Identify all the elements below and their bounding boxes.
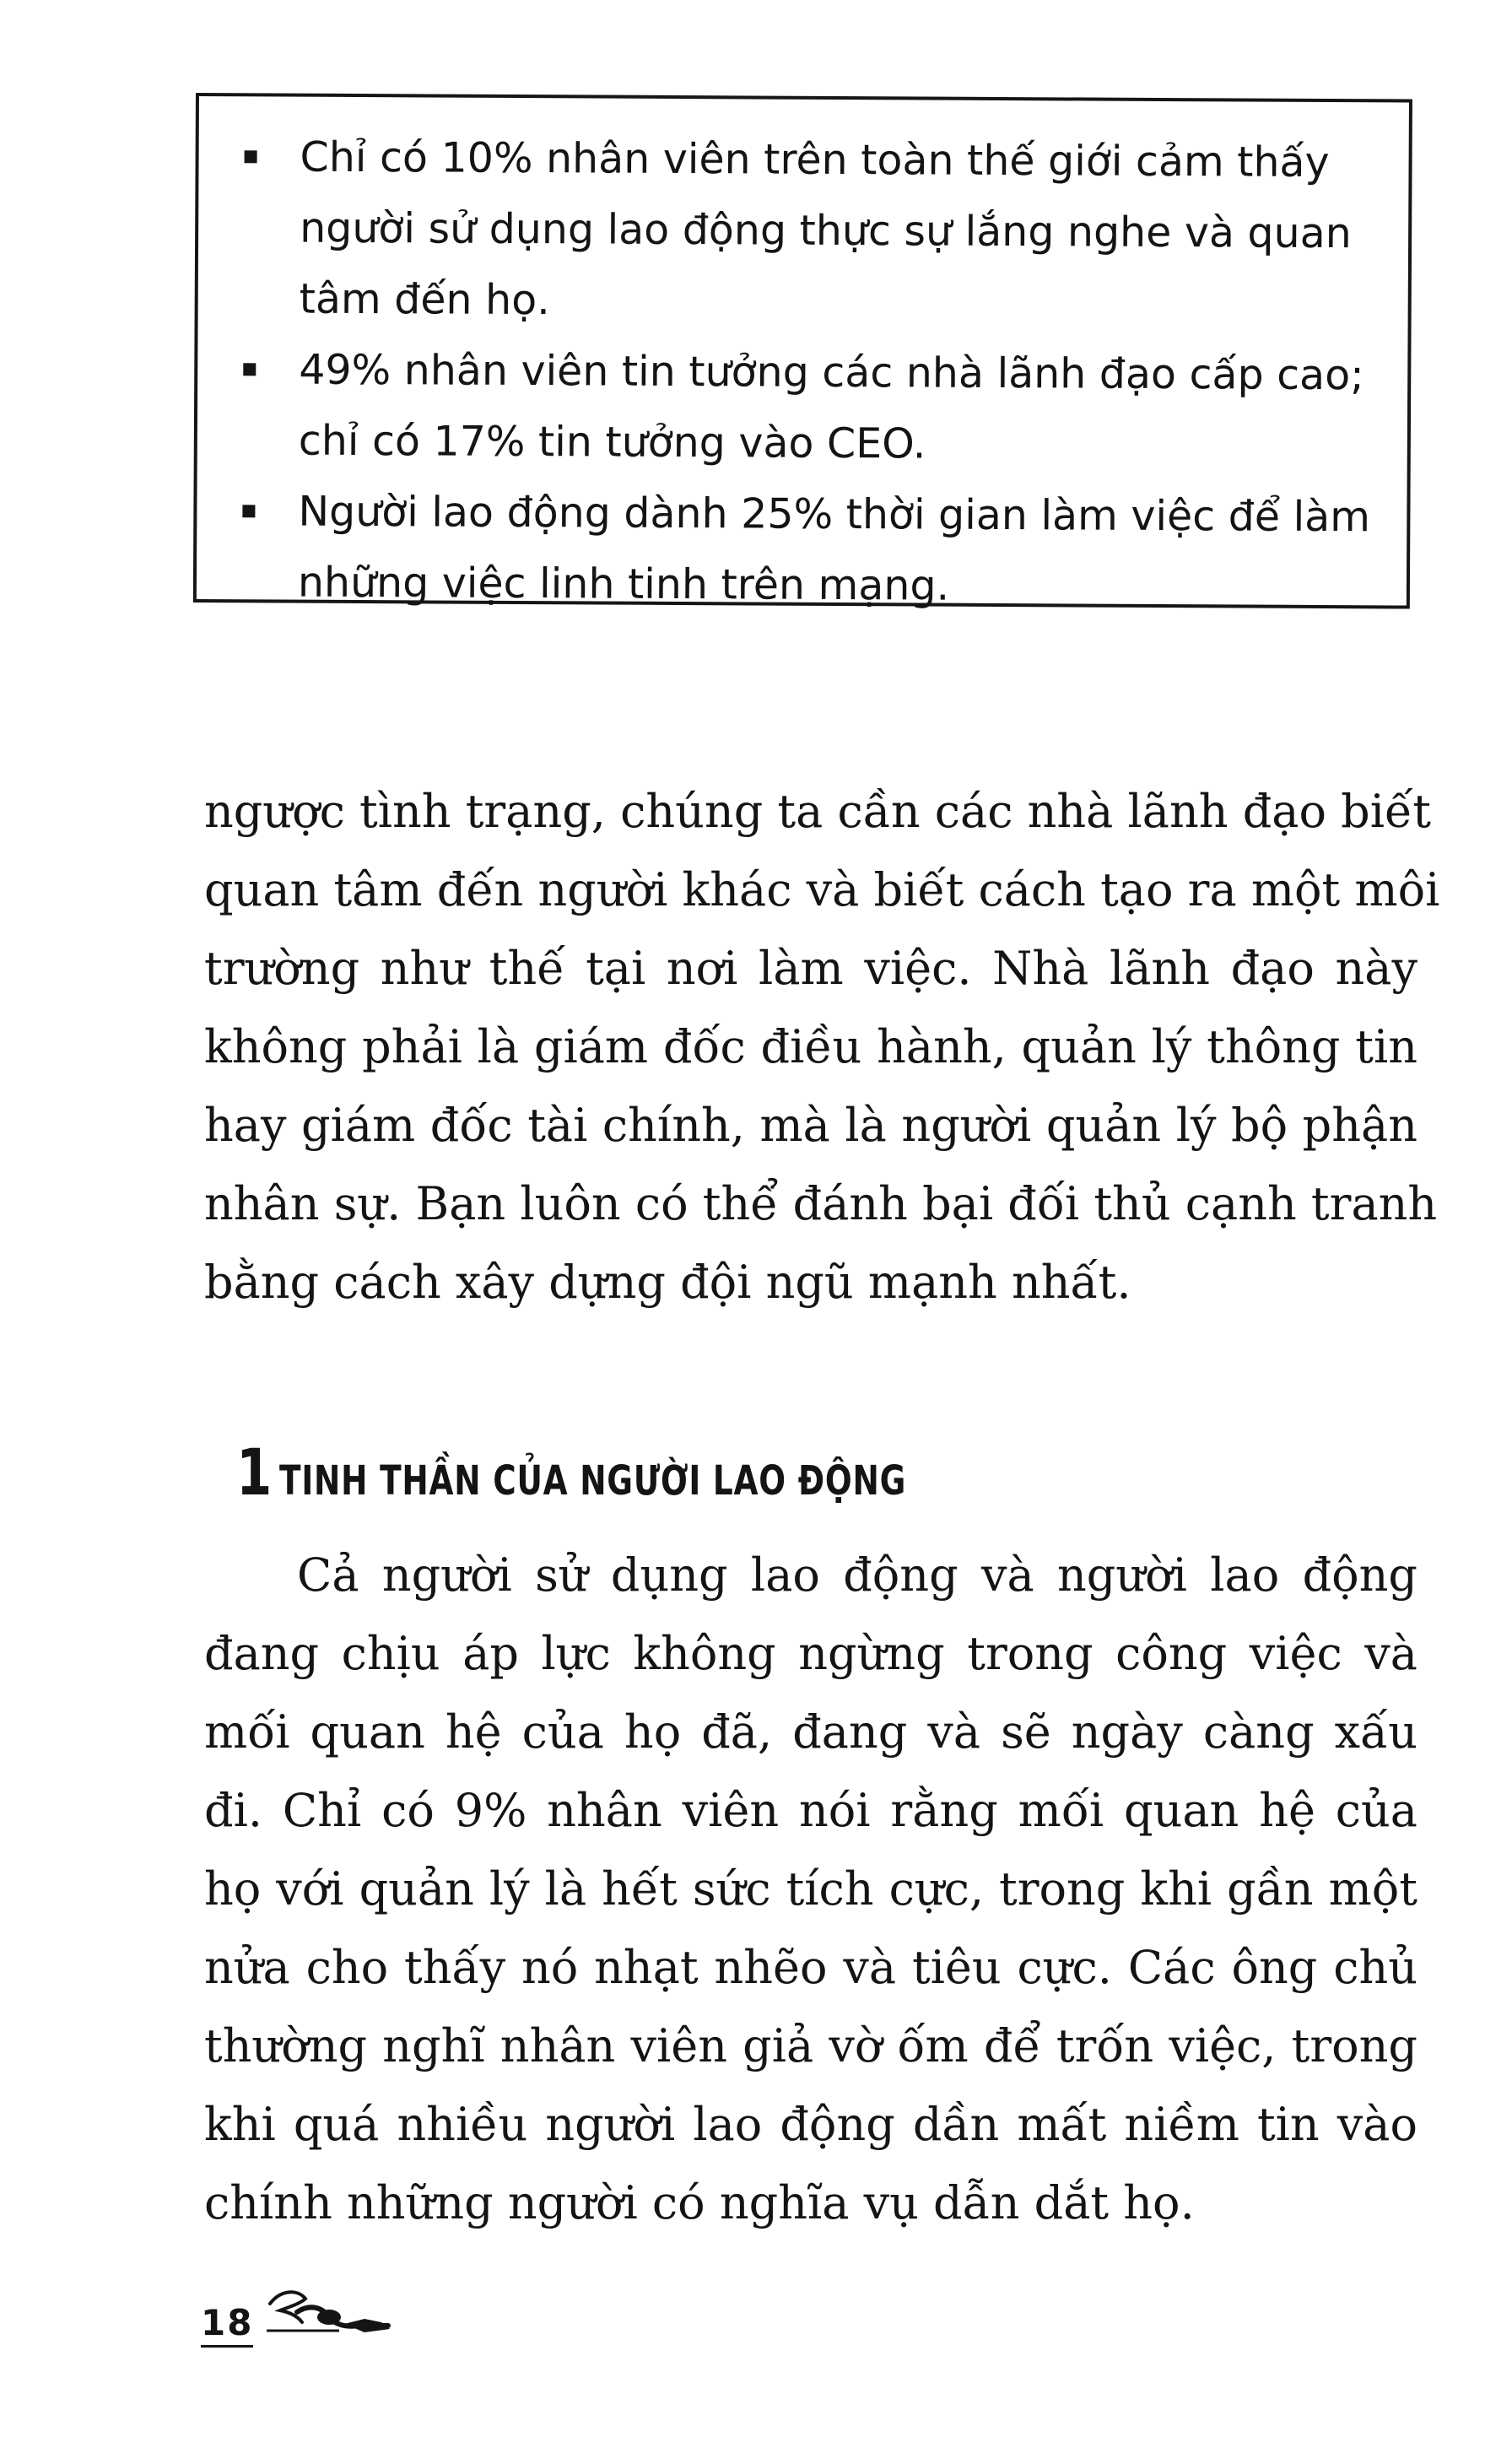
body-paragraph-2 — [204, 1536, 1418, 2242]
text-line: khi quá nhiều người lao động dần mất niềm tin vào — [204, 2098, 1418, 2151]
bullet-line: Chỉ có 10% nhân viên trên toàn thế giới cảm thấy — [300, 132, 1330, 187]
text-line: họ với quản lý là hết sức tích cực, trong khi gần một — [204, 1862, 1418, 1916]
page-number: 18 — [201, 2302, 253, 2348]
bullet-line: những việc linh tinh trên mạng. — [297, 558, 950, 610]
bullet-item — [240, 122, 1375, 340]
text-line: nhân sự. Bạn luôn có thể đánh bại đối thủ cạnh tranh — [204, 1177, 1438, 1230]
text-line: mối quan hệ của họ đã, đang và sẽ ngày càng xấu — [204, 1705, 1418, 1759]
bullet-line: 49% nhân viên tin tưởng các nhà lãnh đạo cấp cao; — [299, 345, 1364, 400]
text-line: ngược tình trạng, chúng ta cần các nhà lãnh đạo biết — [204, 785, 1431, 838]
text-line: bằng cách xây dựng đội ngũ mạnh nhất. — [204, 1256, 1131, 1309]
square-bullet-icon — [240, 334, 299, 405]
text-line: Cả người sử dụng lao động và người lao động — [297, 1548, 1418, 1602]
text-line: chính những người có nghĩa vụ dẫn dắt họ. — [204, 2176, 1195, 2229]
text-line: đi. Chỉ có 9% nhân viên nói rằng mối quan hệ của — [204, 1784, 1418, 1837]
text-line: đang chịu áp lực không ngừng trong công việc và — [204, 1627, 1418, 1680]
bullet-text — [299, 335, 1374, 483]
bullet-text — [300, 122, 1375, 341]
square-bullet-icon — [239, 476, 298, 547]
text-line: quan tâm đến người khác và biết cách tạo ra một môi — [204, 863, 1440, 916]
text-line: trường như thế tại nơi làm việc. Nhà lãnh đạo này — [204, 942, 1418, 995]
square-bullet-icon — [240, 122, 300, 192]
section-title: TINH THẦN CỦA NGƯỜI LAO ĐỘNG — [278, 1457, 906, 1505]
bullet-item — [239, 476, 1374, 624]
reclining-figure-ornament-icon — [263, 2278, 398, 2346]
bullet-line: chỉ có 17% tin tưởng vào CEO. — [298, 416, 926, 468]
bullet-line: tâm đến họ. — [299, 274, 550, 325]
bullet-text — [298, 477, 1374, 624]
text-line: không phải là giám đốc điều hành, quản lý thông tin — [204, 1020, 1418, 1073]
bullet-line: Người lao động dành 25% thời gian làm việc để làm — [298, 487, 1371, 542]
text-line: hay giám đốc tài chính, mà là người quản lý bộ phận — [204, 1099, 1418, 1152]
body-paragraph-1 — [204, 772, 1440, 1321]
text-line: nửa cho thấy nó nhạt nhẽo và tiêu cực. Các ông chủ — [204, 1941, 1418, 1994]
section-heading — [236, 1435, 1083, 1510]
bullet-line: người sử dụng lao động thực sự lắng nghe và quan — [300, 203, 1352, 258]
section-number: 1 — [236, 1435, 273, 1510]
text-line: thường nghĩ nhân viên giả vờ ốm để trốn việc, trong — [204, 2019, 1418, 2072]
bullet-item — [240, 334, 1374, 482]
statistics-box — [193, 93, 1412, 609]
